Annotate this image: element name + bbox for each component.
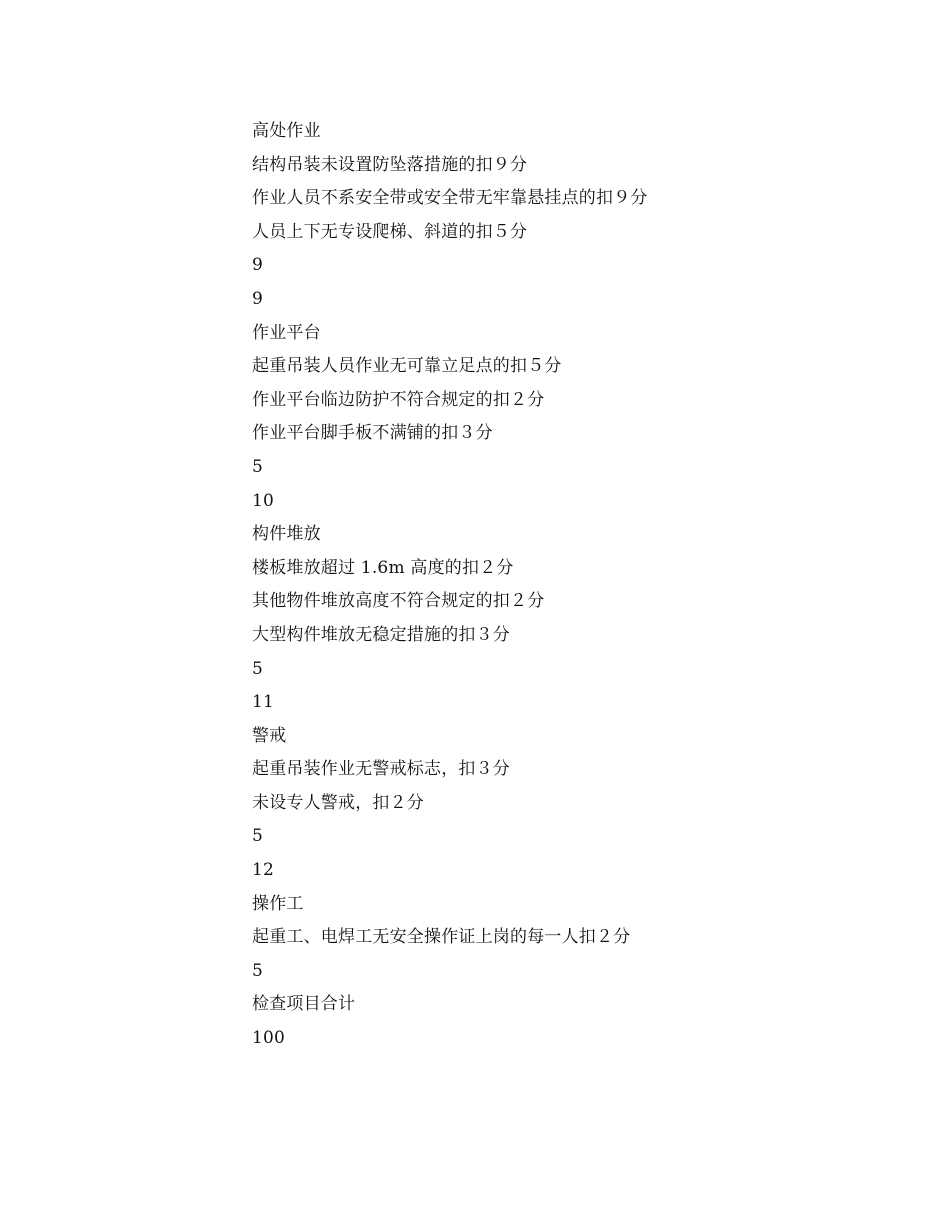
score-value: 5	[252, 456, 264, 477]
document-body	[252, 117, 872, 1058]
item-number: 12	[252, 860, 275, 881]
deduction-item: 结构吊装未设置防坠落措施的扣９分	[252, 154, 528, 175]
deduction-item: 起重吊装人员作业无可靠立足点的扣５分	[252, 356, 562, 377]
section-heading-warning: 警戒	[252, 725, 287, 746]
deduction-item: 作业人员不系安全带或安全带无牢靠悬挂点的扣９分	[252, 188, 648, 209]
deduction-item: 未设专人警戒，扣２分	[252, 792, 424, 813]
deduction-item: 人员上下无专设爬梯、斜道的扣５分	[252, 221, 528, 242]
section-heading-high-altitude-work: 高处作业	[252, 121, 321, 141]
total-label: 检查项目合计	[252, 994, 356, 1015]
deduction-item: 起重吊装作业无警戒标志，扣３分	[252, 759, 510, 780]
item-number: 11	[252, 692, 275, 713]
deduction-item: 其他物件堆放高度不符合规定的扣２分	[252, 591, 545, 612]
score-value: 5	[252, 960, 264, 981]
deduction-item: 起重工、电焊工无安全操作证上岗的每一人扣２分	[252, 927, 631, 948]
deduction-item: 作业平台脚手板不满铺的扣３分	[252, 423, 493, 444]
section-heading-component-stacking: 构件堆放	[252, 524, 321, 545]
deduction-item: 作业平台临边防护不符合规定的扣２分	[252, 389, 545, 410]
item-number: 9	[252, 288, 264, 309]
score-value: 5	[252, 826, 264, 847]
deduction-item: 楼板堆放超过 1.6m 高度的扣２分	[252, 557, 514, 578]
deduction-item: 大型构件堆放无稳定措施的扣３分	[252, 624, 510, 645]
section-heading-work-platform: 作业平台	[252, 322, 321, 343]
score-value: 9	[252, 255, 264, 276]
score-value: 5	[252, 658, 264, 679]
item-number: 10	[252, 490, 275, 511]
section-heading-operators: 操作工	[252, 893, 304, 914]
total-value: 100	[252, 1028, 286, 1049]
